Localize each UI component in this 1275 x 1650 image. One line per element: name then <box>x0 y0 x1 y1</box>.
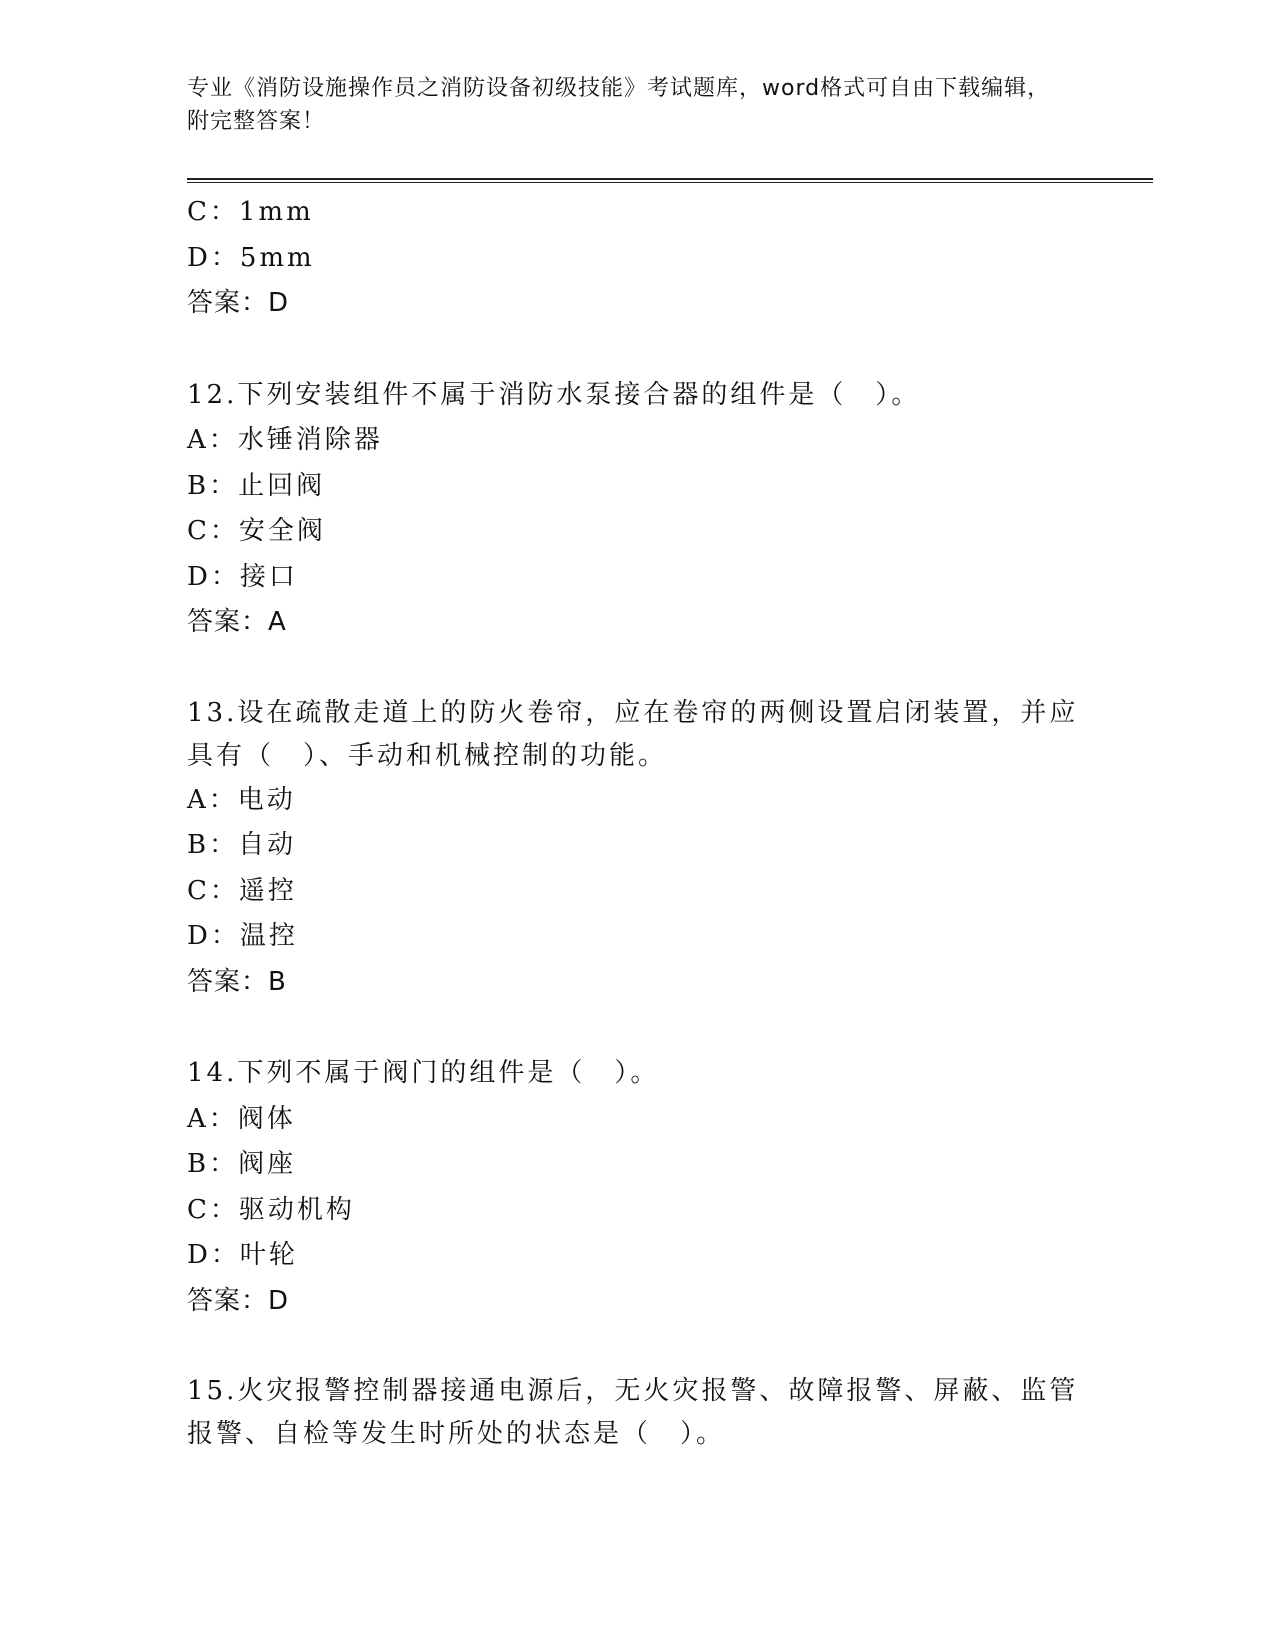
option-d: D：叶轮 <box>187 1240 298 1270</box>
spacer <box>187 327 1087 373</box>
answer: 答案：D <box>187 288 290 318</box>
option-d: D：5mm <box>187 242 315 273</box>
question-stem: 15.火灾报警控制器接通电源后，无火灾报警、故障报警、屏蔽、监管报警、自检等发生时所处的状态是（ ）。 <box>187 1376 1079 1449</box>
option-d: D：温控 <box>187 921 298 951</box>
question-list <box>187 190 1087 1456</box>
question-stem: 14.下列不属于阀门的组件是（ ）。 <box>187 1058 660 1088</box>
question-14 <box>187 1051 1087 1324</box>
header-divider <box>187 178 1153 180</box>
answer: 答案：B <box>187 966 287 997</box>
question-stem: 13.设在疏散走道上的防火卷帘，应在卷帘的两侧设置启闭装置，并应具有（ ）、手动和机械控制的功能。 <box>187 697 1079 771</box>
option-b: B：自动 <box>187 830 297 860</box>
option-c: C：安全阀 <box>187 516 326 546</box>
option-a: A：阀体 <box>187 1103 296 1134</box>
question-12 <box>187 373 1087 646</box>
option-b: B：止回阀 <box>187 470 326 501</box>
option-d: D：接口 <box>187 561 298 592</box>
question-11 <box>187 190 1087 327</box>
question-stem: 12.下列安装组件不属于消防水泵接合器的组件是（ ）。 <box>187 379 921 410</box>
option-a: A：电动 <box>187 784 296 815</box>
option-c: C：遥控 <box>187 875 297 906</box>
option-a: A：水锤消除器 <box>187 425 383 455</box>
option-c: C：1mm <box>187 197 314 227</box>
answer: 答案：D <box>187 1285 290 1316</box>
question-13 <box>187 692 1087 1006</box>
question-15 <box>187 1370 1087 1456</box>
header-divider-thin <box>187 182 1153 183</box>
option-c: C：驱动机构 <box>187 1194 355 1225</box>
answer: 答案：A <box>187 607 287 637</box>
spacer <box>187 1324 1087 1370</box>
document-header: 专业《消防设施操作员之消防设备初级技能》考试题库，word格式可自由下载编辑，附完整答案！ <box>187 76 1051 134</box>
spacer <box>187 1005 1087 1051</box>
spacer <box>187 646 1087 692</box>
option-b: B：阀座 <box>187 1149 297 1179</box>
